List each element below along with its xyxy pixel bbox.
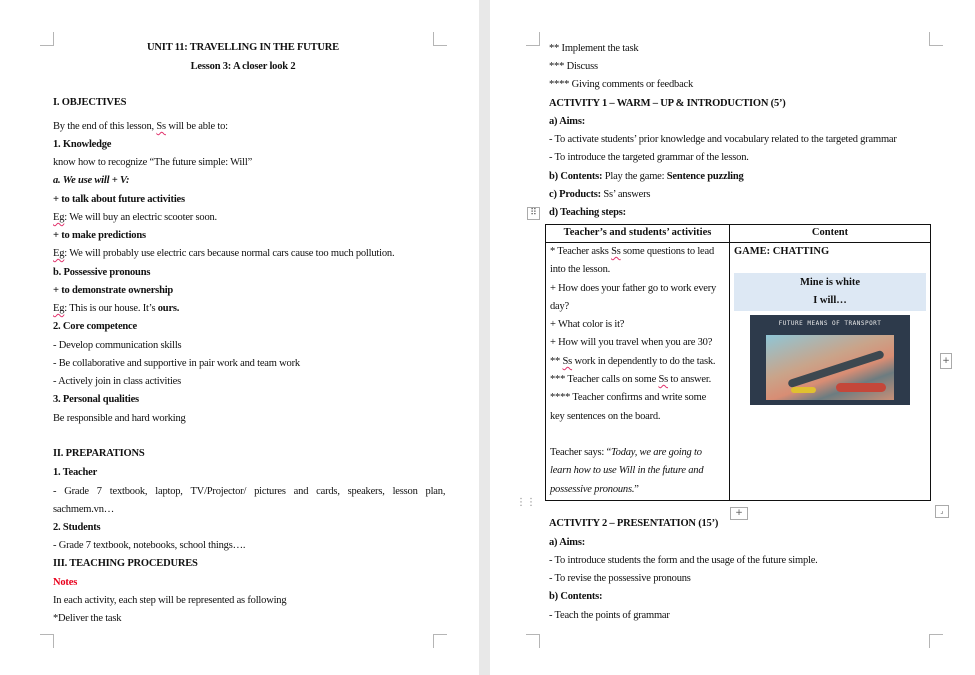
ownership: + to demonstrate ownership <box>53 285 174 296</box>
possessive-heading: b. Possessive pronouns <box>53 267 151 278</box>
aim-item: - To revise the possessive pronouns <box>549 573 691 584</box>
text: *** Teacher calls on some <box>550 374 659 386</box>
core-item: - Be collaborative and supportive in pair work and team work <box>53 358 300 369</box>
products-line <box>549 188 650 202</box>
text: By the end of this lesson, <box>53 121 157 132</box>
line: learn how to use Will in the future and <box>550 465 704 477</box>
example-2 <box>53 247 394 261</box>
contents-item: - Teach the points of grammar <box>549 610 670 621</box>
corner-mark <box>929 32 943 46</box>
predictions: + to make predictions <box>53 230 146 241</box>
line: + How will you travel when you are 30? <box>550 337 713 349</box>
line <box>550 353 725 371</box>
table-resize-handle[interactable]: ⌟ <box>935 505 949 518</box>
blank-line <box>550 426 725 444</box>
core-heading: 2. Core competence <box>53 321 137 332</box>
table-header: Teacher’s and students’ activities <box>546 225 730 243</box>
aim-item: - To introduce students the form and the usage of the future simple. <box>549 555 818 566</box>
image-caption: FUTURE MEANS OF TRANSPORT <box>778 320 882 327</box>
image-artwork <box>766 335 894 400</box>
aims-label: a) Aims: <box>549 537 586 548</box>
highlight-line: Mine is white <box>799 277 861 288</box>
activity-2-heading: ACTIVITY 2 – PRESENTATION (15’) <box>549 518 719 529</box>
example-1 <box>53 211 217 225</box>
table-move-handle[interactable]: ⠿ <box>527 207 540 220</box>
spelling-flag[interactable]: Eg <box>53 303 65 314</box>
aim-item: - To activate students’ prior knowledge and vocabulary related to the targeted grammar <box>549 134 897 145</box>
step-feedback: **** Giving comments or feedback <box>549 79 694 90</box>
label: b) Contents: <box>549 171 603 182</box>
example-3 <box>53 302 179 316</box>
vehicle <box>836 383 886 392</box>
add-column-button[interactable]: + <box>940 353 952 369</box>
text: possessive pronouns. <box>550 483 635 495</box>
text: : We will buy an electric scooter soon. <box>64 212 217 223</box>
objectives-heading: I. OBJECTIVES <box>53 97 127 108</box>
spelling-flag[interactable]: Eg <box>53 248 65 259</box>
corner-mark <box>433 32 447 46</box>
text: will be able to: <box>165 121 228 132</box>
text: ** <box>550 355 563 367</box>
content-cell[interactable] <box>730 243 931 501</box>
knowledge-heading: 1. Knowledge <box>53 139 112 150</box>
highlight-line: I will… <box>813 295 847 306</box>
spelling-flag[interactable]: Eg <box>53 212 65 223</box>
game-title: GAME: CHATTING <box>734 246 830 257</box>
activity-1-heading: ACTIVITY 1 – WARM – UP & INTRODUCTION (5’) <box>549 98 786 109</box>
notes-label: Notes <box>53 577 78 588</box>
line: + How does your father go to work every <box>550 282 717 294</box>
core-item: - Develop communication skills <box>53 340 182 351</box>
contents-line <box>549 170 744 184</box>
teaching-steps-label: d) Teaching steps: <box>549 207 626 218</box>
future-transport-image[interactable] <box>750 315 910 405</box>
document-title: UNIT 11: TRAVELLING IN THE FUTURE <box>147 42 339 53</box>
teacher-heading: 1. Teacher <box>53 467 98 478</box>
line: **** Teacher confirms and write some <box>550 392 707 404</box>
line <box>550 481 725 499</box>
line: into the lesson. <box>550 264 611 276</box>
text: : This is our house. It’s <box>64 303 158 314</box>
students-heading: 2. Students <box>53 522 101 533</box>
text: to answer. <box>668 374 711 386</box>
students-text: - Grade 7 textbook, notebooks, school things…. <box>53 540 246 551</box>
teacher-text: sachmem.vn… <box>53 504 115 515</box>
add-row-button[interactable]: + <box>730 507 748 520</box>
line <box>550 371 725 389</box>
core-item: - Actively join in class activities <box>53 376 182 387</box>
step-implement: ** Implement the task <box>549 43 639 54</box>
text: Teacher says: “ <box>550 446 611 458</box>
vehicle <box>791 387 816 393</box>
table-header: Content <box>730 225 931 243</box>
line: key sentences on the board. <box>550 410 661 422</box>
line: + What color is it? <box>550 319 625 331</box>
contents-label: b) Contents: <box>549 591 603 602</box>
text: Sentence puzzling <box>666 171 744 182</box>
preparations-heading: II. PREPARATIONS <box>53 448 145 459</box>
lesson-title: Lesson 3: A closer look 2 <box>190 61 296 72</box>
corner-mark <box>526 634 540 648</box>
personal-text: Be responsible and hard working <box>53 413 186 424</box>
text: * Teacher asks <box>550 246 612 257</box>
use-will: a. We use will + V: <box>53 175 130 186</box>
spelling-flag[interactable]: Ss <box>156 121 166 132</box>
corner-mark <box>929 634 943 648</box>
corner-mark <box>526 32 540 46</box>
text: some questions to lead <box>620 246 715 257</box>
spelling-flag[interactable]: Ss <box>658 374 668 386</box>
text: Ss’ answers <box>600 189 651 200</box>
drag-handle-icon[interactable]: ⋮⋮ <box>516 497 536 508</box>
spelling-flag[interactable]: Ss <box>611 246 621 257</box>
activities-cell[interactable] <box>546 243 730 501</box>
corner-mark <box>40 32 54 46</box>
step-discuss: *** Discuss <box>549 61 598 72</box>
notes-text: In each activity, each step will be represented as following <box>53 595 287 606</box>
text: ” <box>634 483 639 495</box>
procedures-heading: III. TEACHING PROCEDURES <box>53 558 198 569</box>
teacher-text: - Grade 7 textbook, laptop, TV/Projector/ pictures and cards, speakers, lesson plan, <box>53 486 446 497</box>
aim-item: - To introduce the targeted grammar of the lesson. <box>549 152 749 163</box>
text: Play the game: <box>602 171 667 182</box>
teaching-steps-table <box>545 224 931 501</box>
talk-future: + to talk about future activities <box>53 194 185 205</box>
corner-mark <box>40 634 54 648</box>
line <box>550 243 725 261</box>
text: Today, we are going to <box>610 446 702 458</box>
intro-text <box>53 120 228 134</box>
text: ours. <box>157 303 180 314</box>
text: : We will probably use electric cars because normal cars cause too much pollution. <box>64 248 395 259</box>
knowledge-text: know how to recognize “The future simple: Will” <box>53 157 253 168</box>
label: c) Products: <box>549 189 601 200</box>
aims-label: a) Aims: <box>549 116 586 127</box>
line <box>550 444 725 462</box>
spelling-flag[interactable]: Ss <box>562 355 573 367</box>
text: work in dependently to do the task. <box>572 355 716 367</box>
line: day? <box>550 300 570 312</box>
corner-mark <box>433 634 447 648</box>
step-deliver: *Deliver the task <box>53 613 122 624</box>
highlight-box <box>734 273 926 311</box>
personal-heading: 3. Personal qualities <box>53 394 139 405</box>
